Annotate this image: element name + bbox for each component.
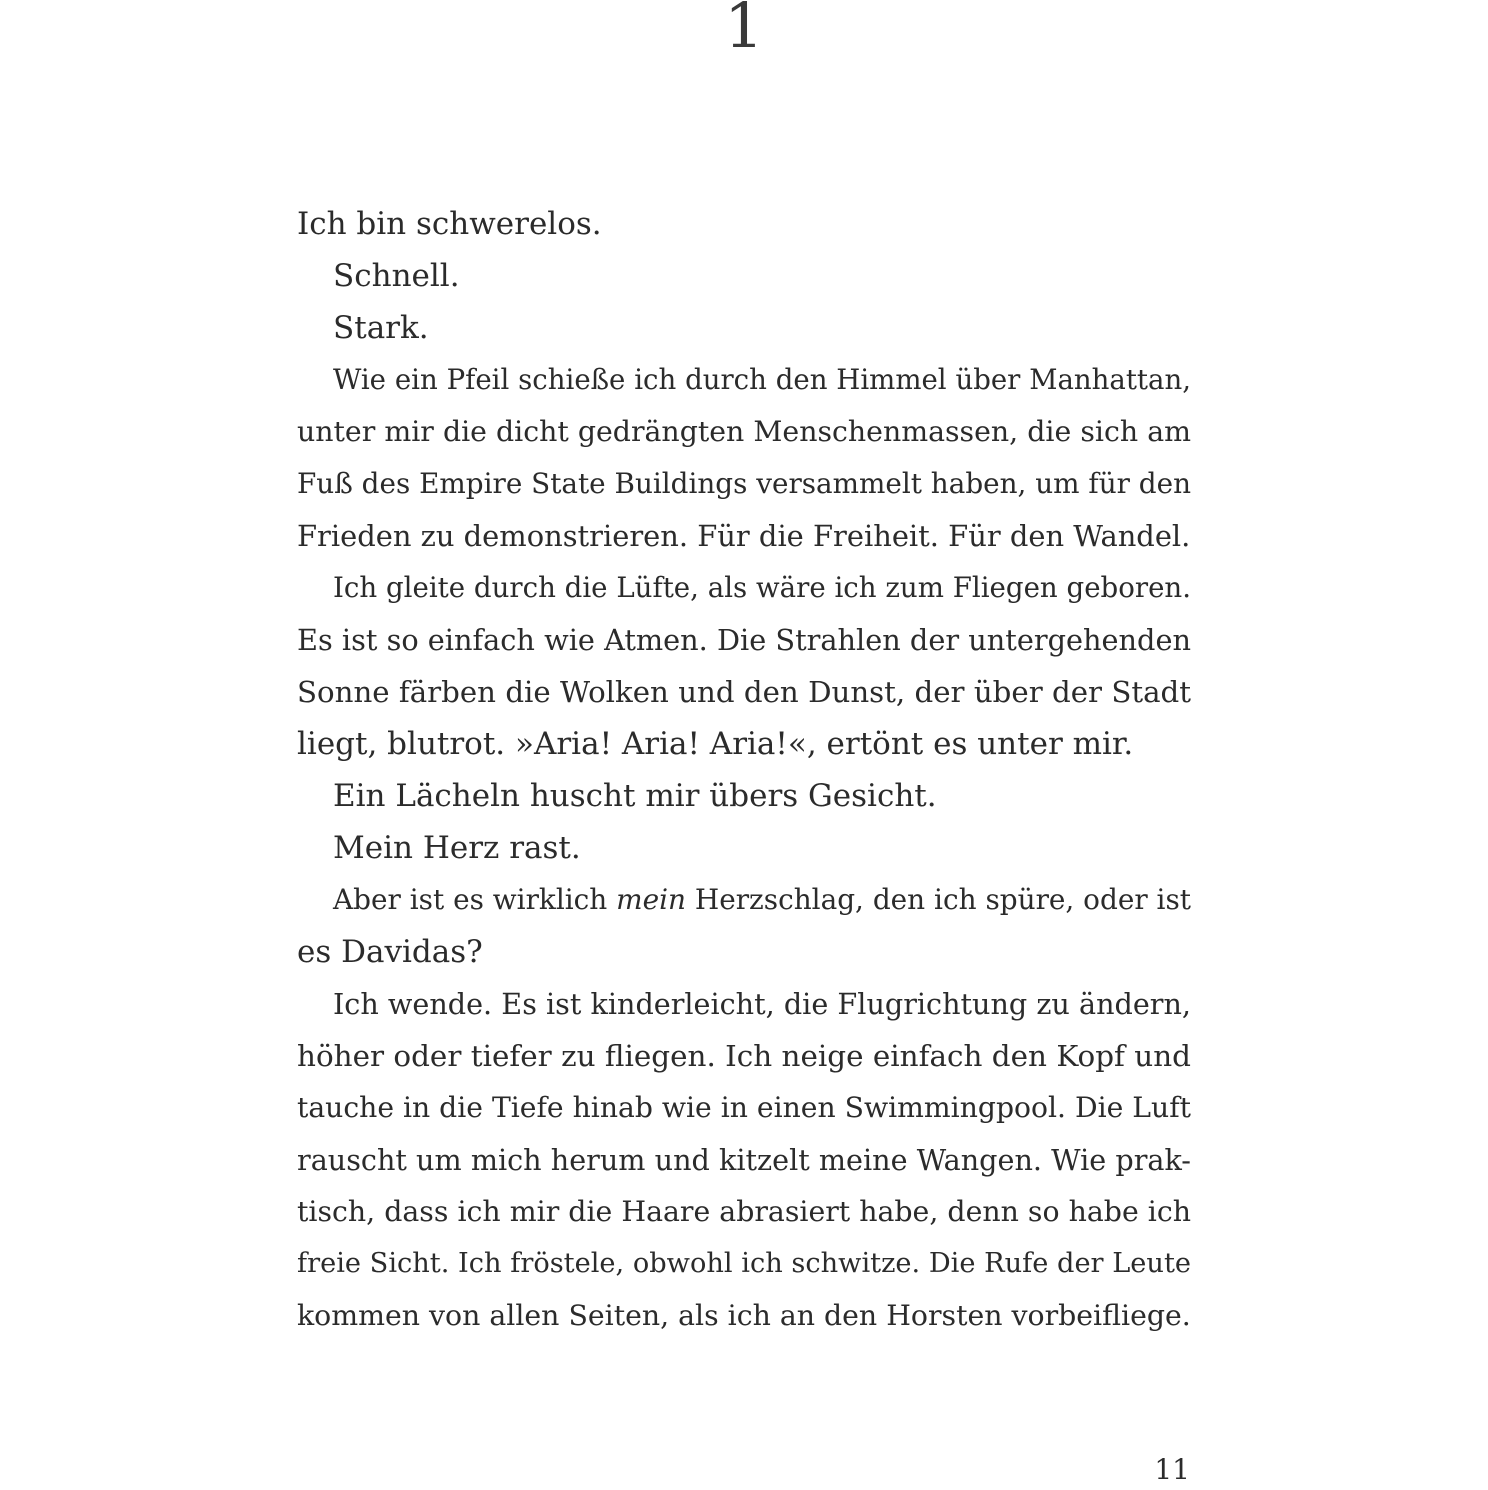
text-segment: Aber ist es wirklich	[333, 883, 617, 916]
body-text	[297, 198, 1191, 1342]
text-line: es Davidas?	[297, 934, 483, 970]
text-line: rauscht um mich herum und kitzelt meine Wangen. Wie prak-	[297, 1143, 1191, 1177]
text-line: Sonne färben die Wolken und den Dunst, der über der Stadt	[297, 675, 1191, 709]
emphasis-text: mein	[616, 883, 686, 916]
text-line: Ich bin schwerelos.	[297, 206, 602, 242]
text-line: Ich gleite durch die Lüfte, als wäre ich zum Fliegen geboren.	[333, 571, 1191, 604]
text-line: kommen von allen Seiten, als ich an den Horsten vorbeifliege.	[297, 1299, 1191, 1332]
chapter-number: 1	[724, 0, 764, 62]
text-line: Ein Lächeln huscht mir übers Gesicht.	[333, 778, 937, 814]
text-line: Stark.	[333, 310, 429, 346]
text-line: liegt, blutrot. »Aria! Aria! Aria!«, ertönt es unter mir.	[297, 726, 1134, 762]
page-number: 11	[1154, 1453, 1190, 1486]
text-line: Frieden zu demonstrieren. Für die Freiheit. Für den Wandel.	[297, 519, 1191, 553]
text-line: Es ist so einfach wie Atmen. Die Strahlen der untergehenden	[297, 623, 1191, 657]
text-line: Mein Herz rast.	[333, 830, 581, 866]
text-line: freie Sicht. Ich fröstele, obwohl ich schwitze. Die Rufe der Leute	[297, 1248, 1191, 1279]
text-line: Wie ein Pfeil schieße ich durch den Himmel über Manhattan,	[333, 363, 1191, 396]
text-segment: Herzschlag, den ich spüre, oder ist	[686, 883, 1192, 916]
text-line: tauche in die Tiefe hinab wie in einen Swimmingpool. Die Luft	[297, 1091, 1191, 1124]
text-line: unter mir die dicht gedrängten Menschenmassen, die sich am	[297, 415, 1191, 448]
text-line: höher oder tiefer zu fliegen. Ich neige einfach den Kopf und	[297, 1039, 1191, 1073]
text-line: Ich wende. Es ist kinderleicht, die Flugrichtung zu ändern,	[333, 987, 1191, 1021]
text-line: tisch, dass ich mir die Haare abrasiert habe, denn so habe ich	[297, 1195, 1191, 1228]
text-line: Schnell.	[333, 258, 460, 294]
text-line	[297, 874, 1191, 926]
text-line: Fuß des Empire State Buildings versammelt haben, um für den	[297, 467, 1191, 500]
